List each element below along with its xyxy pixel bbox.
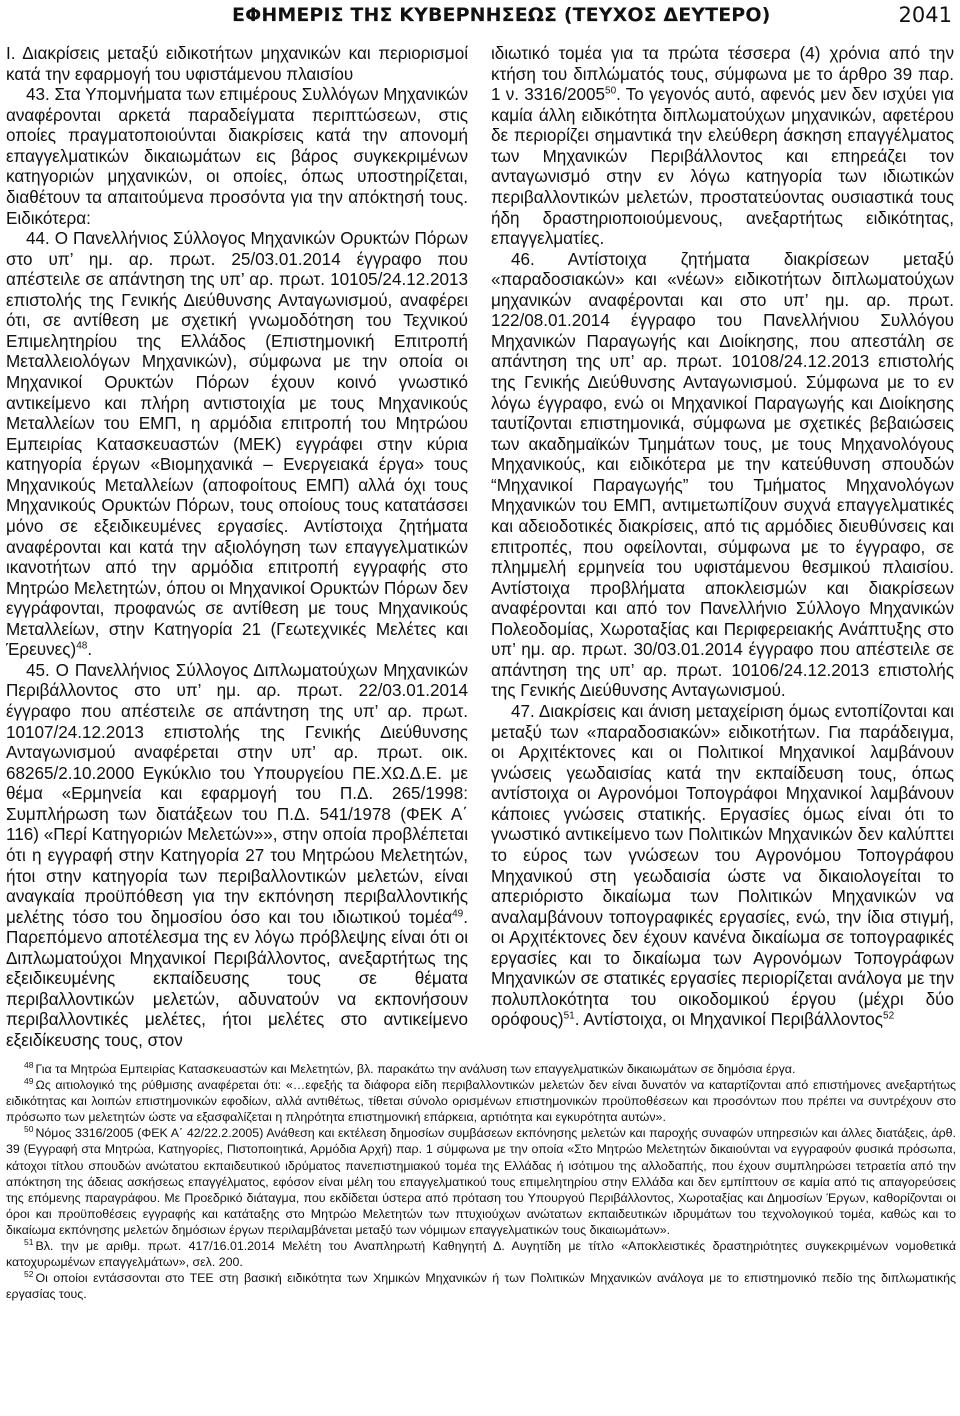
footnote-ref-48[interactable]: 48 xyxy=(76,640,88,652)
section-heading: Ι. Διακρίσεις μεταξύ ειδικοτήτων μηχανικών και περιορισμοί κατά την εφαρμογή του υφιστάμενου πλαισίου xyxy=(6,44,468,84)
footnote-51: $^{51}$ Βλ. την με αριθμ. πρωτ. 417/16.01.2014 Μελέτη του Αναπληρωτή Καθηγητή Δ. Αυγητίδη με τίτλο «Αποκλειστικές δραστηριότητες συγκεκριμένων νομοθετικά κατοχυρωμένων επαγγελμάτων», σελ. 200. xyxy=(6,1236,956,1270)
footnote-48: $^{48}$ Για τα Μητρώα Εμπειρίας Κατασκευαστών και Μελετητών, βλ. παρακάτω την ανάλυση των επαγγελματικών δικαιωμάτων σε δημόσια έργα. xyxy=(24,1061,796,1076)
footnote-ref-50[interactable]: 50 xyxy=(605,85,617,97)
gazette-title: ΕΦΗΜΕΡΙΣ ΤΗΣ ΚΥΒΕΡΝΗΣΕΩΣ (ΤΕΥΧΟΣ ΔΕΥΤΕΡΟ) xyxy=(232,4,771,26)
footnotes xyxy=(6,1061,956,1411)
paragraph-45: 45. Ο Πανελλήνιος Σύλλογος Διπλωματούχων Μηχανικών Περιβάλλοντος στο υπ’ ημ. αρ. πρωτ. 22/03.01.2014 έγγραφο που απέστειλε σε απάντηση της υπ’ αρ. πρωτ. 10107/24.12.2013 επιστολής της Γενικής Διεύθυνσης Ανταγωνισμού αναφέρεται στην υπ’ αρ. πρωτ. οικ. 68265/2.10.2000 Εγκύκλιο του Υπουργείου ΠΕ.ΧΩ.Δ.Ε. με θέμα «Ερμηνεία και εφαρμογή του Π.Δ. 265/1998: Συμπλήρωση των διατάξεων του Π.Δ. 541/1978 (ΦΕΚ Α΄ 116) «Περί Κατηγοριών Μελετών»», στην οποία προβλέπεται ότι η εγγραφή στην Κατηγορία 27 του Μητρώου Μελετητών, ήτοι στην κατηγορία των περιβαλλοντικών μελετών, είναι αναγκαία προϋπόθεση για την εκπόνηση περιβαλλοντικής μελέτης τόσο του δημοσίου όσο και του ιδιωτικού τομέα$^{49}$. Παρεπόμενο αποτέλεσμα της εν λόγω πρόβλεψης είναι ότι οι Διπλωματούχοι Μηχανικοί Περιβάλλοντος, ανεξαρτήτως της εξειδικευμένης εκπαίδευσης τους σε θέματα περιβαλλοντικών μελετών, αδυνατούν να εκπονήσουν περιβαλλοντικές μελέτες, ήτοι μελέτες στο αντικείμενο εξειδίκευσης τους, στον xyxy=(6,660,468,1050)
page-header xyxy=(0,0,960,40)
page-number: 2041 xyxy=(898,3,952,27)
footnotes-divider xyxy=(6,1058,956,1059)
footnote-50: $^{50}$ Νόμος 3316/2005 (ΦΕΚ Α΄ 42/22.2.2005) Ανάθεση και εκτέλεση δημοσίων συμβάσεων εκπόνησης μελετών και παροχής συναφών υπηρεσιών και άλλες διατάξεις, άρθ. 39 (Εγγραφή στα Μητρώα, Κατηγορίες, Πιστοποιητικά, Αρμόδια Αρχή) παρ. 1 σύμφωνα με την οποία «Στο Μητρώο Μελετητών δικαιούνται να εγγραφούν φυσικά πρόσωπα, κάτοχοι τίτλου σπουδών ανώτατου εκπαιδευτικού ιδρύματος πανεπιστημιακού τομέα της Ελλάδας ή ισότιμου της αλλοδαπής, που έχουν συμπληρώσει τετραετία από την απόκτηση της άδειας ασκήσεως επαγγέλματος, εφόσον είναι μέλη του επαγγελματικού τους επιμελητηρίου στην Ελλάδα και δεν εμπίπτουν σε καμία από τις απαγορεύσεις της επόμενης παραγράφου. Με Προεδρικό διάταγμα, που εκδίδεται ύστερα από πρόταση του Υπουργού Περιβάλλοντος, Χωροταξίας και Δημοσίων Έργων, καθορίζονται οι όροι και προϋποθέσεις εγγραφής και κατάταξης στο Μητρώο Μελετητών των πτυχιούχων ανώτατων εκπαιδευτικών ιδρυμάτων του τεχνολογικού τομέα, καθώς και το δικαίωμα εκπόνησης μελετών δημόσιων έργων περιλαμβάνεται μεταξύ των νόμιμων επαγγελματικών τους δικαιωμάτων». xyxy=(6,1124,956,1237)
footnote-52: $^{52}$ Οι οποίοι εντάσσονται στο ΤΕΕ στη βασική ειδικότητα των Χημικών Μηχανικών ή των Πολιτικών Μηχανικών ανάλογα με το επιστημονικό πεδίο της διπλωματικής εργασίας τους. xyxy=(6,1269,956,1302)
paragraph-46: 46. Αντίστοιχα ζητήματα διακρίσεων μεταξύ «παραδοσιακών» και «νέων» ειδικοτήτων διπλωματούχων μηχανικών αναφέρονται και στο υπ’ ημ. αρ. πρωτ. 122/08.01.2014 έγγραφο του Πανελλήνιου Συλλόγου Μηχανικών Παραγωγής και Διοίκησης, που απεστάλη σε απάντηση της υπ’ αρ. πρωτ. 10108/24.12.2013 επιστολής της Γενικής Διεύθυνσης Ανταγωνισμού. Σύμφωνα με το εν λόγω έγγραφο, ενώ οι Μηχανικοί Παραγωγής και Διοίκησης ταυτίζονται επιστημονικά, σύμφωνα με σχετικές βεβαιώσεις των ακαδημαϊκών Τμημάτων τους, με τους Μηχανολόγους Μηχανικούς, και ειδικότερα με την κατεύθυνση σπουδών “Μηχανικοί Παραγωγής” του Τμήματος Μηχανολόγων Μηχανικών του ΕΜΠ, αντιμετωπίζουν συχνά επαγγελματικές και αδειοδοτικές διακρίσεις, από τις αρμόδιες διευθύνσεις και επιτροπές, που οφείλονται, σύμφωνα με το έγγραφο, σε πλημμελή ερμηνεία του υφιστάμενου θεσμικού πλαισίου. Αντίστοιχα προβλήματα αποκλεισμών και διακρίσεων αναφέρονται και από τον Πανελλήνιο Σύλλογο Μηχανικών Πολεοδομίας, Χωροταξίας και Περιφερειακής Ανάπτυξης στο υπ’ ημ. αρ. πρωτ. 30/03.01.2014 έγγραφο που απέστειλε σε απάντηση της υπ’ αρ. πρωτ. 10106/24.12.2013 επιστολής της Γενικής Διεύθυνσης Ανταγωνισμού. xyxy=(491,249,954,701)
paragraph-43: 43. Στα Υπομνήματα των επιμέρους Συλλόγων Μηχανικών αναφέρονται αρκετά παραδείγματα περιπτώσεων, στις οποίες πραγματοποιούνται διακρίσεις κατά την απονομή επαγγελματικών δικαιωμάτων εις βάρος συγκεκριμένων κατηγοριών μηχανικών, οι οποίες, όπως υποστηρίζεται, διαθέτουν τα απαιτούμενα προσόντα για την απόκτησή τους. Ειδικότερα: xyxy=(6,85,468,228)
footnote-ref-51[interactable]: 51 xyxy=(563,1010,575,1022)
left-column xyxy=(6,44,468,1058)
right-column xyxy=(491,44,954,1058)
footnote-ref-52[interactable]: 52 xyxy=(883,1010,895,1022)
paragraph-47: 47. Διακρίσεις και άνιση μεταχείριση όμως εντοπίζονται και μεταξύ των «παραδοσιακών» ειδικοτήτων. Για παράδειγμα, οι Αρχιτέκτονες και οι Πολιτικοί Μηχανικοί λαμβάνουν γνώσεις γεωδαισίας κατά την εκπαίδευση τους, όπως αντίστοιχα οι Αγρονόμοι Τοπογράφοι Μηχανικοί λαμβάνουν κάποιες γνώσεις στατικής. Εργασίες όμως είναι ότι το γνωστικό αντικείμενο των Πολιτικών Μηχανικών δεν καλύπτει το εύρος των γνώσεων του Αγρονόμου Τοπογράφου Μηχανικού στη γεωδαισία ώστε να δικαιολογείται το απεριόριστο δικαίωμα των Πολιτικών Μηχανικών να αναλαμβάνουν τοπογραφικές εργασίες, ενώ, την ίδια στιγμή, οι Αρχιτέκτονες δεν έχουν κανένα δικαίωμα σε τοπογραφικές εργασίες και το δικαίωμα των Αγρονόμων Τοπογράφων Μηχανικών σε στατικές εργασίες περιορίζεται ανάλογα με την πολυπλοκότητα του οικοδομικού έργου (μέχρι δύο ορόφους)$^{51}$. Αντίστοιχα, οι Μηχανικοί Περιβάλλοντος$^{52}$ xyxy=(491,702,954,1030)
paragraph-44: 44. Ο Πανελλήνιος Σύλλογος Μηχανικών Ορυκτών Πόρων στο υπ’ ημ. αρ. πρωτ. 25/03.01.2014 έγγραφο που απέστειλε σε απάντηση της υπ’ αρ. πρωτ. 10105/24.12.2013 επιστολής της Γενικής Διεύθυνσης Ανταγωνισμού, αναφέρει ότι, σε αντίθεση με σχετική γνωμοδότηση του Τεχνικού Επιμελητηρίου της Ελλάδος (Επιστημονική Επιτροπή Μεταλλειολόγων Μηχανικών), σύμφωνα με την οποία οι Μηχανικοί Ορυκτών Πόρων έχουν κοινό γνωστικό αντικείμενο και πλήρη αντιστοιχία με τους Μηχανικούς Μεταλλείων του ΕΜΠ, η αρμόδια επιτροπή του Μητρώου Εμπειρίας Κατασκευαστών (ΜΕΚ) εγγράφει στην κύρια κατηγορία έργων «Βιομηχανικά – Ενεργειακά έργα» τους Μηχανικούς Μεταλλείων (αποφοίτους ΕΜΠ) αλλά όχι τους Μηχανικούς Ορυκτών Πόρων, τους οποίους τους κατατάσσει μόνο σε εξειδικευμένες εργασίες. Αντίστοιχα ζητήματα αναφέρονται και κατά την αξιολόγηση των επαγγελματικών ικανοτήτων από την αρμόδια επιτροπή εγγραφής στο Μητρώο Μελετητών, όπου οι Μηχανικοί Ορυκτών Πόρων δεν εγγράφονται, προφανώς σε αντίθεση με τους Μηχανικούς Μεταλλείων, στην Κατηγορία 21 (Γεωτεχνικές Μελέτες και Έρευνες)$^{48}$. xyxy=(6,229,468,660)
footnote-ref-49[interactable]: 49 xyxy=(452,907,464,919)
paragraph-45-continued: ιδιωτικό τομέα για τα πρώτα τέσσερα (4) χρόνια από την κτήση του διπλώματός τους, σύμφωνα με το άρθρο 39 παρ. 1 ν. 3316/2005$^{50}$. Το γεγονός αυτό, αφενός μεν δεν ισχύει για καμία άλλη ειδικότητα διπλωματούχων μηχανικών, αφετέρου δε περιορίζει σημαντικά την ελεύθερη άσκηση επαγγέλματος των Μηχανικών Περιβάλλοντος και επηρεάζει τον ανταγωνισμό στην εν λόγω κατηγορία των ιδιωτικών περιβαλλοντικών μελετών, προστατεύοντας ουσιαστικά τους ήδη δραστηριοποιούμενους, ανεξαρτήτως ειδικότητας, επαγγελματίες. xyxy=(491,44,954,249)
footnote-49: $^{49}$ Ως αιτιολογικό της ρύθμισης αναφέρεται ότι: «…εφεξής τα διάφορα είδη περιβαλλοντικών μελετών δεν είναι δυνατόν να καταρτίζονται από επιστήμονες ανεξαρτήτως ειδικότητας και λοιπών επιστημονικών εφοδίων, αλλά αντιθέτως, τίθεται σύνολο ορισμένων επιστημονικών προϋποθέσεων και προσόντων που πρέπει να συντρέχουν στο πρόσωπο των μελετητών ώστε να εξασφαλίζεται η πληρότητα επιστημονική επάρκεια, αρτιότητα και εγκυρότητα αυτών». xyxy=(6,1075,956,1125)
